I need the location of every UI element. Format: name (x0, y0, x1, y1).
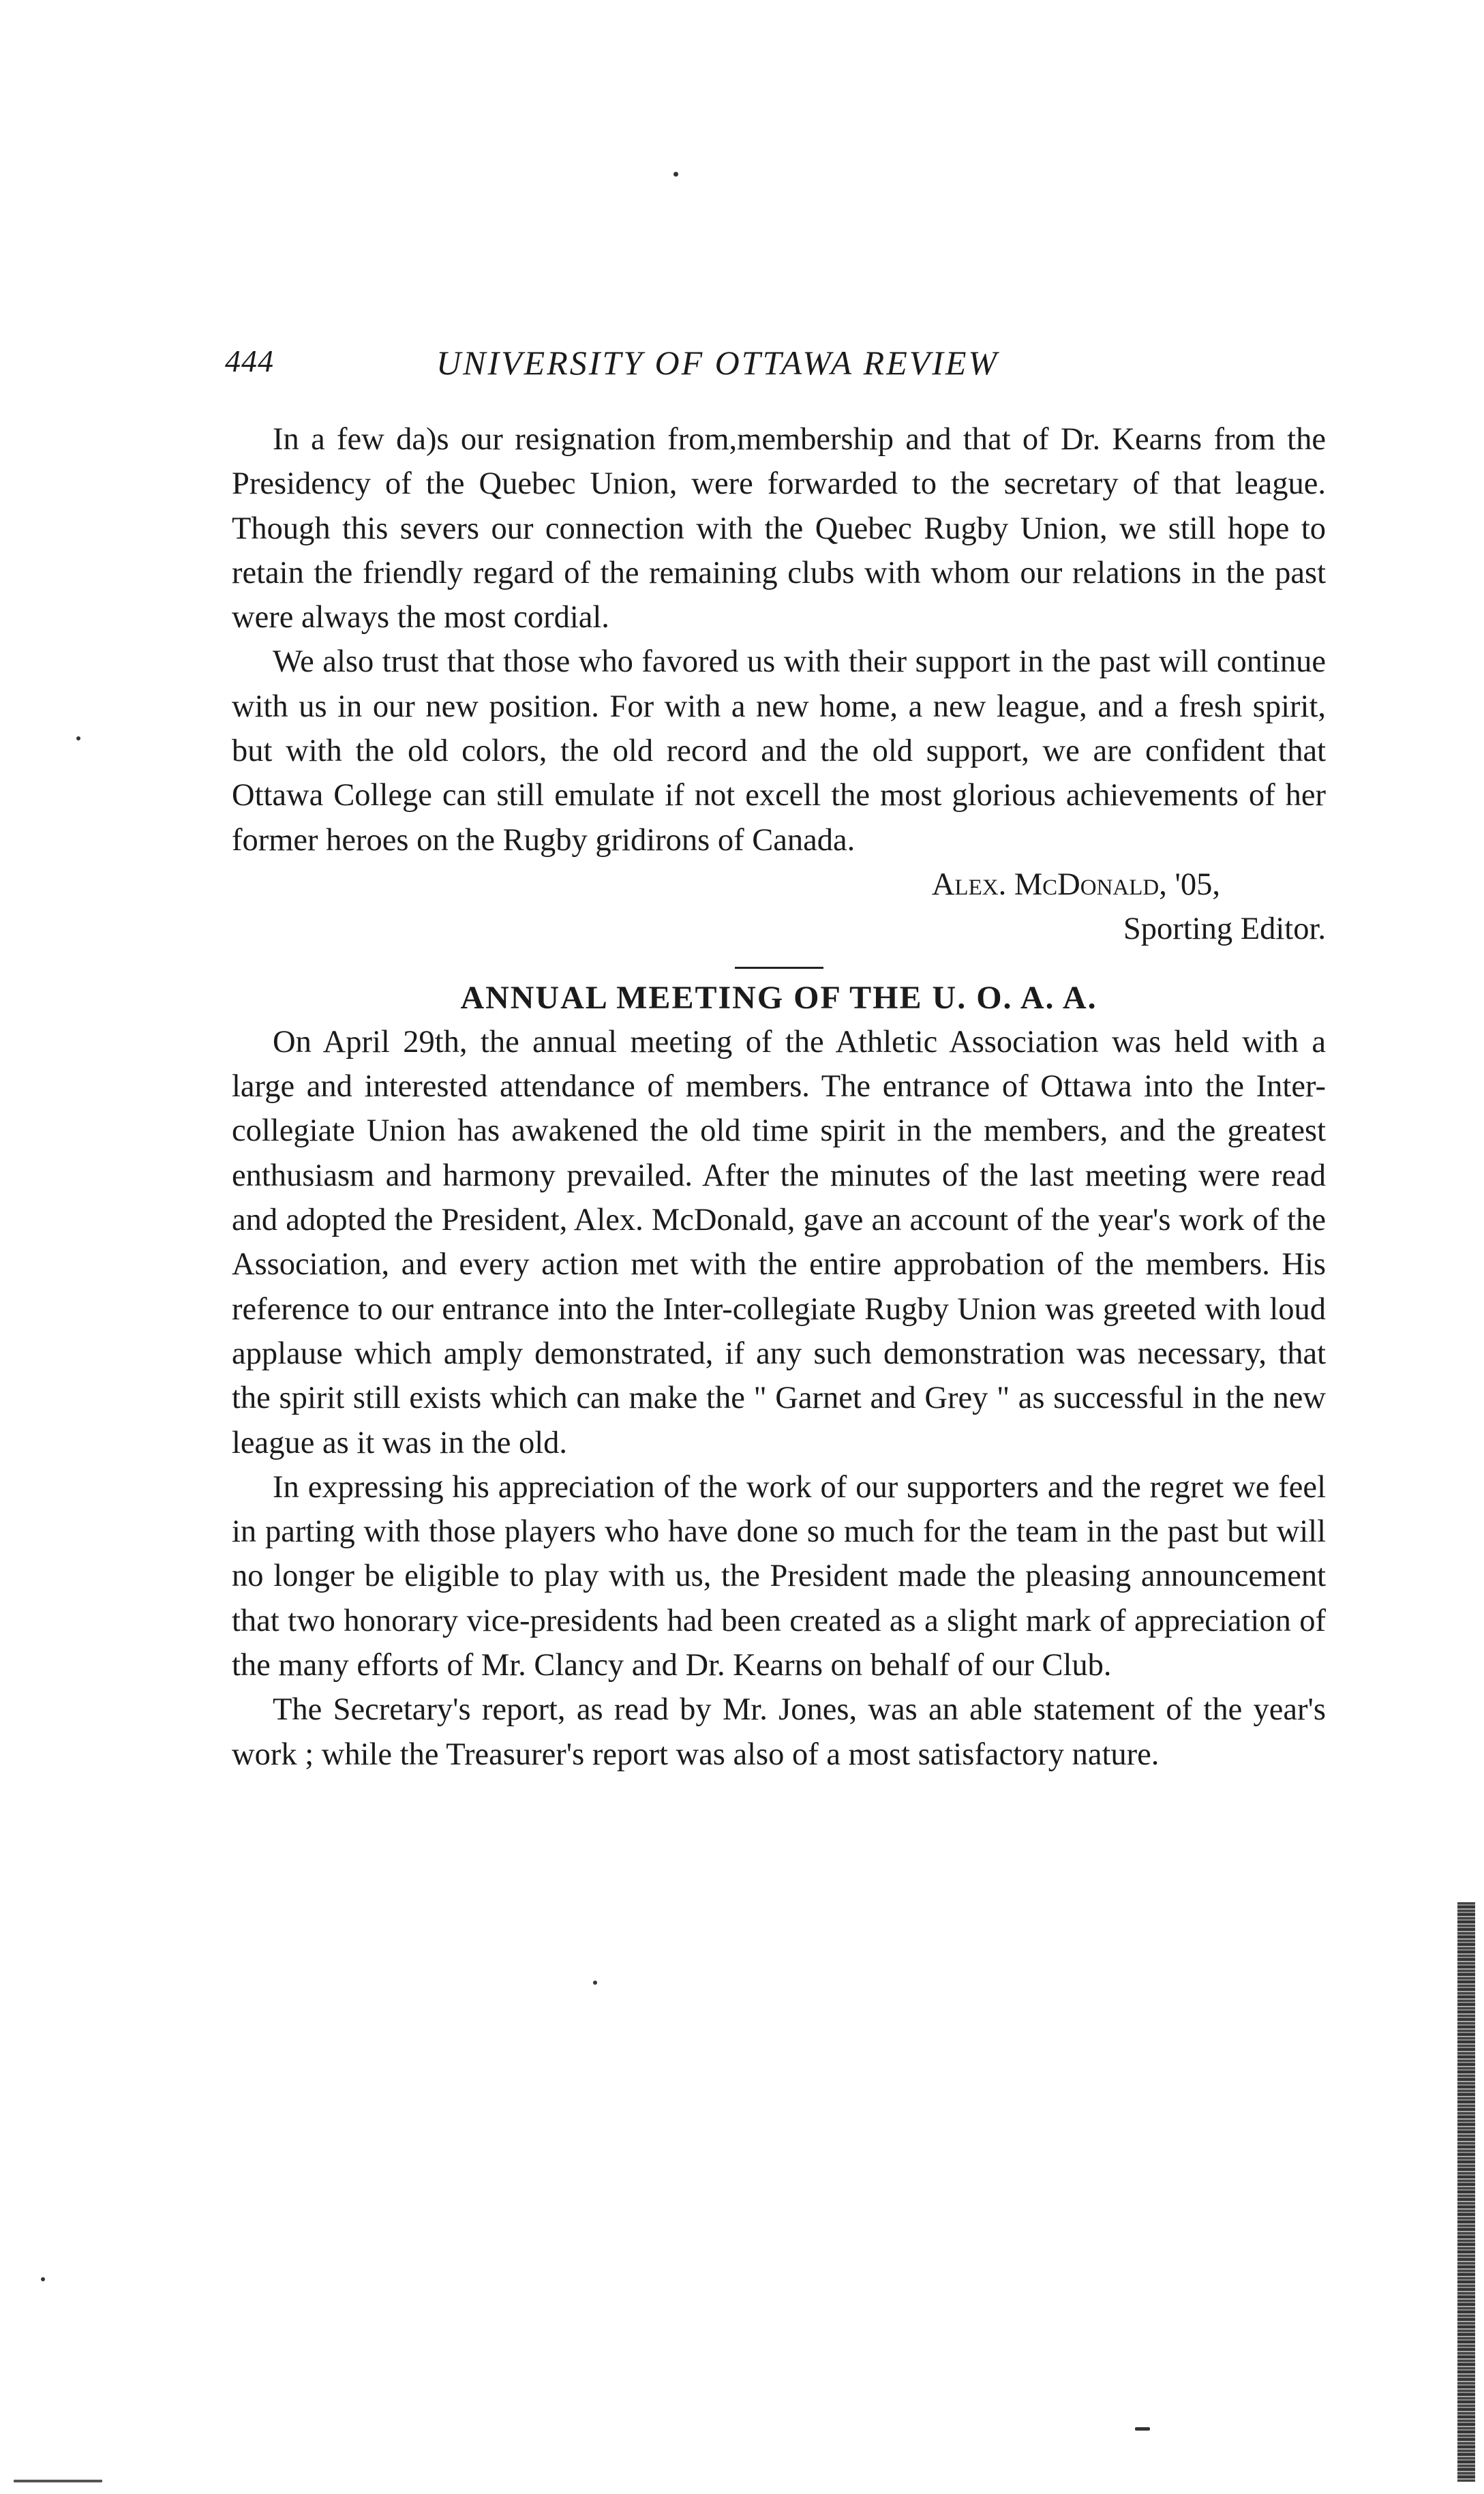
page-header (225, 343, 1220, 384)
scan-speck (673, 172, 678, 177)
page-body (232, 417, 1326, 1777)
article2-paragraph-3: The Secretary's report, as read by Mr. Jones, was an able statement of the year's work ; while the Treasurer's report was also of a most satisfactory nature. (232, 1692, 1326, 1772)
article2-paragraph-2: In expressing his appreciation of the work of our supporters and the regret we feel in parting with those players who have done so much for the team in the past but will no longer be eligible to play with us, the President made the pleasing announcement that two honorary vice-presidents had been created as a slight mark of appreciation of the many efforts of Mr. Clancy and Dr. Kearns on behalf of our Club. (232, 1469, 1326, 1683)
scan-speck (41, 2277, 45, 2281)
binding-edge-shadow (1457, 1902, 1475, 2482)
scan-speck (14, 2480, 102, 2482)
scan-speck (593, 1981, 597, 1985)
article2-paragraph-1: On April 29th, the annual meeting of the Athletic Association was held with a large and interested attendance of members. The entrance of Ottawa into the Inter-collegiate Union has awakened the old time spirit in the members, and the greatest enthusiasm and harmony prevailed. After the minutes of the last meeting were read and adopted the President, Alex. McDonald, gave an account of the year's work of the Association, and every action met with the entire approbation of the members. His reference to our entrance into the Inter-collegiate Rugby Union was greeted with loud applause which amply demonstrated, if any such demonstration was necessary, that the spirit still exists which can make the " Garnet and Grey " as successful in the new league as it was in the old. (232, 1024, 1326, 1460)
article1-paragraph-1: In a few da)s our resignation from,membership and that of Dr. Kearns from the Presidency of the Quebec Union, were forwarded to the secretary of that league. Though this severs our connection with the Quebec Rugby Union, we still hope to retain the friendly regard of the remaining clubs with whom our relations in the past were always the most cordial. (232, 422, 1326, 635)
scan-speck (1135, 2427, 1150, 2431)
signature-title: Sporting Editor. (1123, 912, 1326, 947)
scan-speck (76, 736, 80, 740)
signature-name: Alex. McDonald, '05, (931, 867, 1220, 902)
page-number: 444 (225, 344, 274, 378)
running-title: UNIVERSITY OF OTTAWA REVIEW (436, 344, 999, 382)
section-divider (735, 967, 823, 969)
article1-paragraph-2: We also trust that those who favored us with their support in the past will continue with us in our new position. For with a new home, a new league, and a fresh spirit, but with the old colors, the old record and the old support, we are confident that Ottawa College can still emulate if not excell the most glorious achievements of her former heroes on the Rugby gridirons of Canada. (232, 644, 1326, 858)
section-heading: ANNUAL MEETING OF THE U. O. A. A. (460, 979, 1097, 1016)
